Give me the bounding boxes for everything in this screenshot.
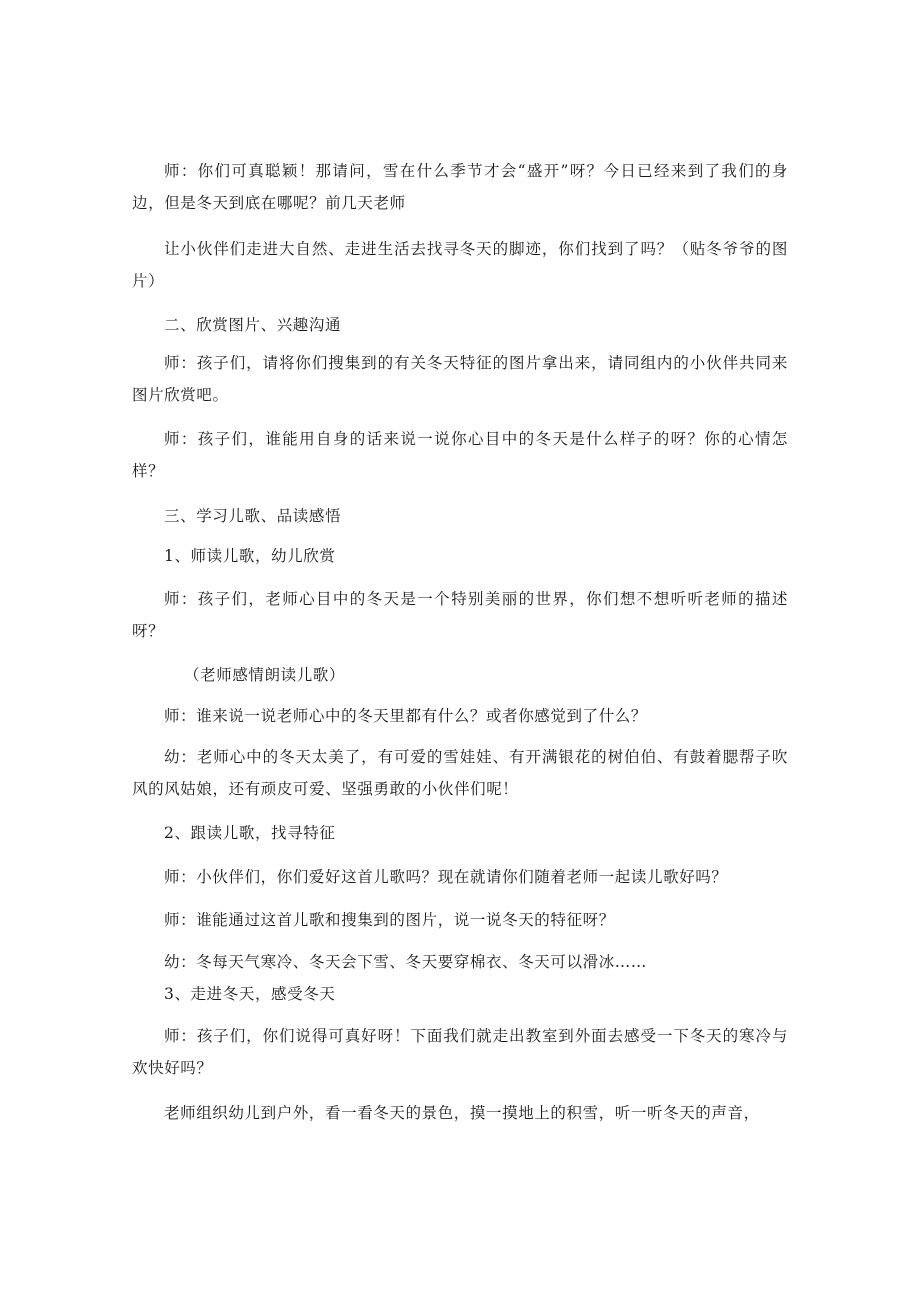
paragraph-recite-poem: （老师感情朗读儿歌）: [184, 666, 346, 684]
paragraph-go-outside: 师：孩子们，你们说得可真好呀！下面我们就走出教室到外面去感受一下冬天的寒冷与欢快好吗？: [132, 1027, 788, 1077]
paragraph-who-says: 师：谁来说一说老师心中的冬天里都有什么？或者你感觉到了什么？: [164, 707, 648, 725]
subheading-1: 1、师读儿歌，幼儿欣赏: [164, 547, 336, 565]
paragraph-outdoor-activity: 老师组织幼儿到户外，看一看冬天的景色，摸一摸地上的积雪，听一听冬天的声音，: [164, 1104, 760, 1122]
paragraph-features: 师：谁能通过这首儿歌和搜集到的图片，说一说冬天的特征呀？: [164, 911, 615, 929]
section-heading-3: 三、学习儿歌、品读感悟: [164, 507, 342, 525]
subheading-3: 3、走进冬天，感受冬天: [164, 985, 336, 1003]
paragraph-like-poem: 师：小伙伴们，你们爱好这首儿歌吗？现在就请你们随着老师一起读儿歌好吗？: [164, 868, 728, 886]
paragraph-show-pictures: 师：孩子们，请将你们搜集到的有关冬天特征的图片拿出来，请同组内的小伙伴共同来图片欣赏吧。: [132, 354, 788, 404]
paragraph-teacher-question-snow: 师：你们可真聪颖！那请问，雪在什么季节才会“盛开”呀？今日已经来到了我们的身边，但是冬天到底在哪呢？前几天老师: [132, 162, 788, 212]
section-heading-2: 二、欣赏图片、兴趣沟通: [164, 316, 342, 334]
paragraph-teacher-winter-world: 师：孩子们，老师心目中的冬天是一个特别美丽的世界，你们想不想听听老师的描述呀？: [132, 590, 788, 640]
subheading-2: 2、跟读儿歌，找寻特征: [164, 824, 336, 842]
paragraph-find-winter: 让小伙伴们走进大自然、走进生活去找寻冬天的脚迹，你们找到了吗？（贴冬爷爷的图片）: [132, 240, 788, 290]
paragraph-child-answer: 幼：老师心中的冬天太美了，有可爱的雪娃娃、有开满银花的树伯伯、有鼓着腮帮子吹风的风姑娘，还有顽皮可爱、坚强勇敢的小伙伴们呢！: [132, 748, 788, 798]
paragraph-describe-winter: 师：孩子们，谁能用自身的话来说一说你心目中的冬天是什么样子的呀？你的心情怎样？: [132, 430, 788, 480]
paragraph-child-features: 幼：冬每天气寒冷、冬天会下雪、冬天要穿棉衣、冬天可以滑冰……: [164, 953, 648, 971]
